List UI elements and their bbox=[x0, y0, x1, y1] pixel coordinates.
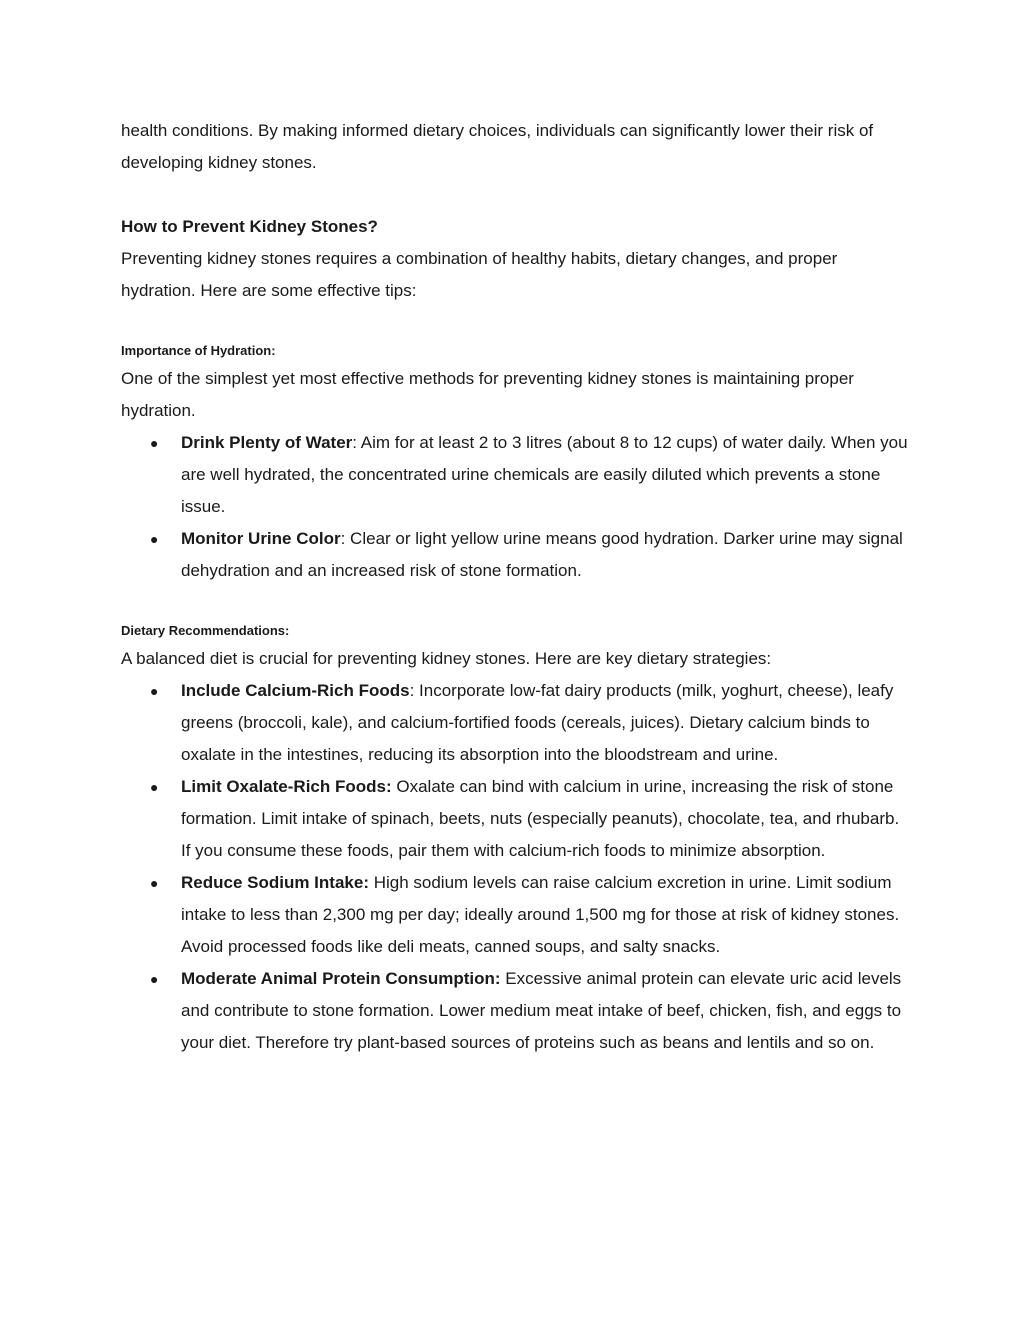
item-text: : Incorporate low-fat dairy products (milk, yoghurt, cheese), leafy greens (broccoli, kale), and calcium-fortified foods (cereals, juices). Dietary calcium binds to oxalate in the intestines, reducing its absorption into the bloodstream and urine. bbox=[181, 681, 894, 764]
list-item bbox=[121, 963, 911, 1059]
hydration-paragraph: One of the simplest yet most effective methods for preventing kidney stones is maintaining proper hydration. bbox=[121, 369, 854, 420]
hydration-section bbox=[121, 339, 911, 587]
diet-paragraph: A balanced diet is crucial for preventing kidney stones. Here are key dietary strategies: bbox=[121, 649, 772, 668]
list-item bbox=[121, 675, 911, 771]
bullet-icon: ● bbox=[150, 683, 159, 699]
document-page bbox=[121, 115, 911, 1059]
diet-heading: Dietary Recommendations: bbox=[121, 623, 290, 638]
bullet-icon: ● bbox=[150, 531, 159, 547]
diet-list bbox=[121, 675, 911, 1059]
hydration-heading: Importance of Hydration: bbox=[121, 343, 276, 358]
item-text: : Aim for at least 2 to 3 litres (about 8 to 12 cups) of water daily. When you are well hydrated, the concentrated urine chemicals are easily diluted which prevents a stone issue. bbox=[181, 433, 908, 516]
list-item bbox=[121, 771, 911, 867]
list-item bbox=[121, 523, 911, 587]
item-text: High sodium levels can raise calcium excretion in urine. Limit sodium intake to less than 2,300 mg per day; ideally around 1,500 mg for those at risk of kidney stones. Avoid processed foods like deli meats, canned soups, and salty snacks. bbox=[181, 873, 900, 956]
bullet-icon: ● bbox=[150, 779, 159, 795]
hydration-list bbox=[121, 427, 911, 587]
item-title: Limit Oxalate-Rich Foods: bbox=[181, 777, 392, 796]
bullet-icon: ● bbox=[150, 435, 159, 451]
item-title: Monitor Urine Color bbox=[181, 529, 341, 548]
bullet-icon: ● bbox=[150, 971, 159, 987]
list-item bbox=[121, 867, 911, 963]
item-title: Drink Plenty of Water bbox=[181, 433, 353, 452]
item-text: Excessive animal protein can elevate uric acid levels and contribute to stone formation. Lower medium meat intake of beef, chicken, fish, and eggs to your diet. Therefore try plant-based sources of proteins such as beans and lentils and so on. bbox=[181, 969, 902, 1052]
prevent-heading: How to Prevent Kidney Stones? bbox=[121, 217, 378, 236]
prevent-paragraph: Preventing kidney stones requires a combination of healthy habits, dietary changes, and proper hydration. Here are some effective tips: bbox=[121, 249, 838, 300]
item-title: Include Calcium-Rich Foods bbox=[181, 681, 410, 700]
diet-section bbox=[121, 619, 911, 1059]
bullet-icon: ● bbox=[150, 875, 159, 891]
item-text: Oxalate can bind with calcium in urine, increasing the risk of stone formation. Limit intake of spinach, beets, nuts (especially peanuts), chocolate, tea, and rhubarb. If you consume these foods, pair them with calcium-rich foods to minimize absorption. bbox=[181, 777, 900, 860]
spacer bbox=[121, 307, 911, 339]
prevent-section bbox=[121, 211, 911, 307]
item-title: Moderate Animal Protein Consumption: bbox=[181, 969, 501, 988]
item-title: Reduce Sodium Intake: bbox=[181, 873, 369, 892]
spacer bbox=[121, 179, 911, 211]
spacer bbox=[121, 587, 911, 619]
item-text: : Clear or light yellow urine means good hydration. Darker urine may signal dehydration and an increased risk of stone formation. bbox=[181, 529, 903, 580]
list-item bbox=[121, 427, 911, 523]
intro-paragraph: health conditions. By making informed dietary choices, individuals can significantly lower their risk of developing kidney stones. bbox=[121, 121, 874, 172]
